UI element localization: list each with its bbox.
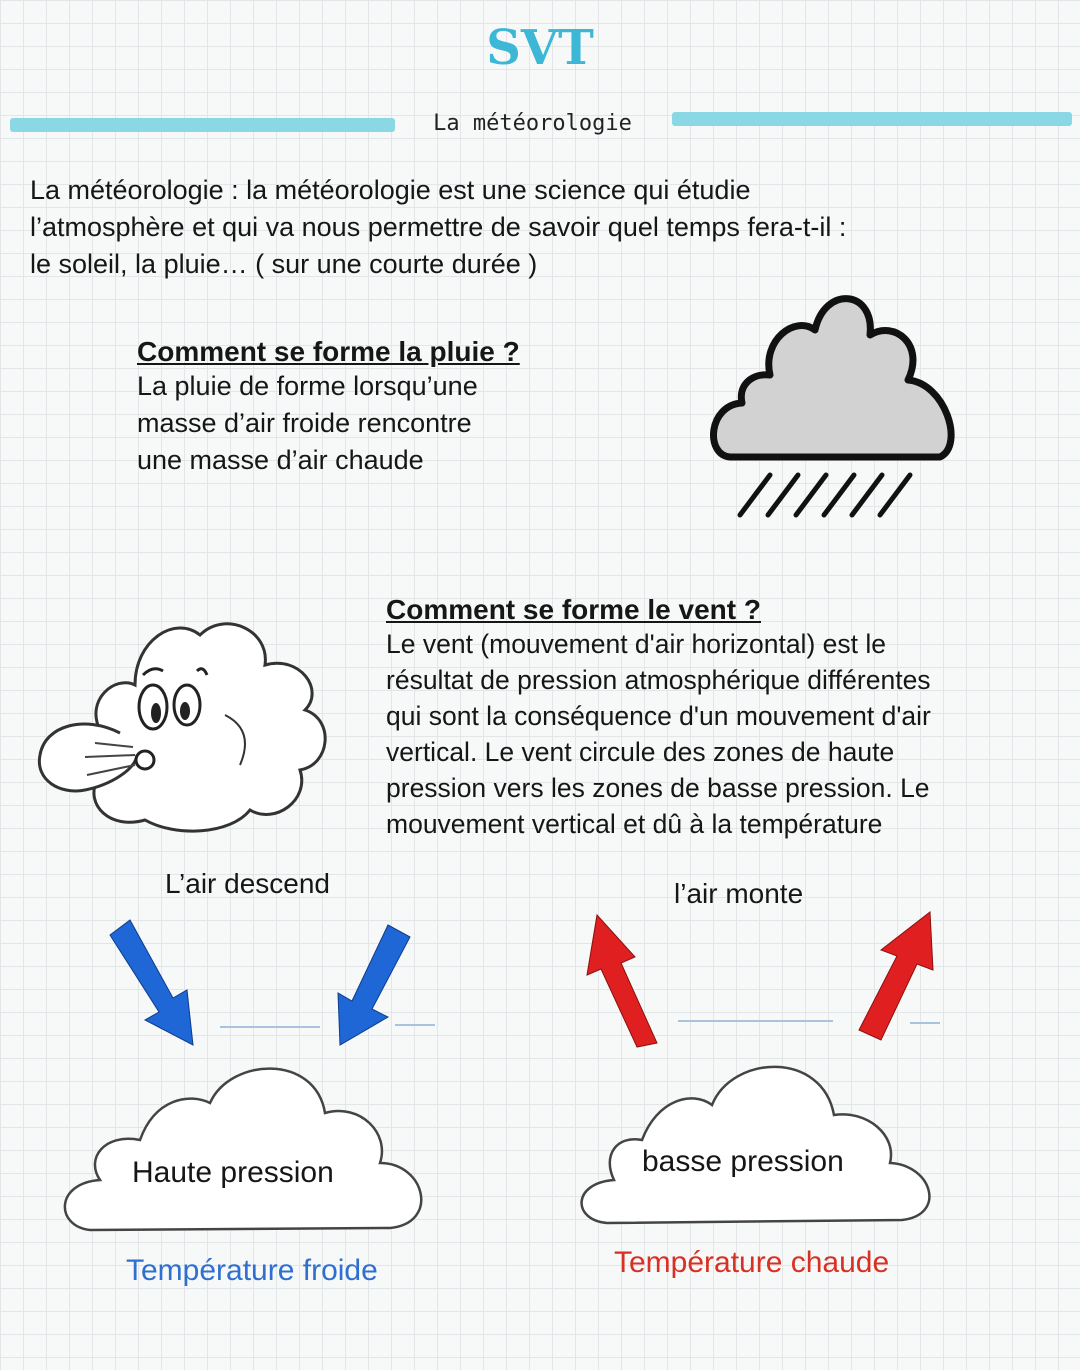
high-pressure-cloud-icon (60, 1058, 435, 1238)
header-rule-left (10, 118, 395, 132)
intro-line: La météorologie : la météorologie est une science qui étudie (30, 175, 751, 205)
wind-line: qui sont la conséquence d'un mouvement d'air (386, 701, 931, 731)
rain-line: masse d’air froide rencontre (137, 408, 472, 438)
low-pressure-cloud-icon (572, 1055, 942, 1230)
air-descends-label: L’air descend (165, 868, 331, 899)
hot-temperature-label: Température chaude (614, 1246, 890, 1279)
intro-paragraph (30, 172, 1060, 283)
high-pressure-label: Haute pression (132, 1156, 334, 1189)
wind-section (386, 594, 1066, 842)
rain-text (137, 368, 697, 479)
cold-temperature-label: Température froide (126, 1254, 378, 1287)
intro-line: le soleil, la pluie… ( sur une courte durée ) (30, 249, 538, 279)
low-pressure-label: basse pression (642, 1145, 844, 1178)
pencil-line (395, 1024, 435, 1026)
wind-line: vertical. Le vent circule des zones de haute (386, 737, 895, 767)
blowing-cloud-icon (25, 605, 345, 845)
pencil-line (678, 1020, 833, 1022)
header-rule-right (672, 112, 1072, 126)
rain-heading: Comment se forme la pluie ? (137, 336, 520, 367)
rain-line: une masse d’air chaude (137, 445, 424, 475)
page-title: SVT (486, 20, 594, 76)
wind-text (386, 626, 1066, 842)
page-subtitle: La météorologie (433, 111, 632, 136)
wind-heading: Comment se forme le vent ? (386, 594, 761, 625)
rain-cloud-icon (700, 285, 970, 525)
wind-line: pression vers les zones de basse pression. Le (386, 773, 930, 803)
rain-section (137, 336, 697, 479)
pencil-line (910, 1022, 940, 1024)
up-arrow-left-icon (585, 915, 670, 1050)
intro-line: l’atmosphère et qui va nous permettre de savoir quel temps fera-t-il : (30, 212, 847, 242)
wind-line: Le vent (mouvement d'air horizontal) est le (386, 629, 886, 659)
rain-line: La pluie de forme lorsqu’une (137, 371, 478, 401)
wind-line: mouvement vertical et dû à la température (386, 809, 883, 839)
pencil-line (220, 1026, 320, 1028)
air-rises-label: l’air monte (674, 878, 804, 909)
down-arrow-left-icon (105, 920, 205, 1050)
wind-line: résultat de pression atmosphérique différentes (386, 665, 931, 695)
down-arrow-right-icon (330, 925, 420, 1050)
